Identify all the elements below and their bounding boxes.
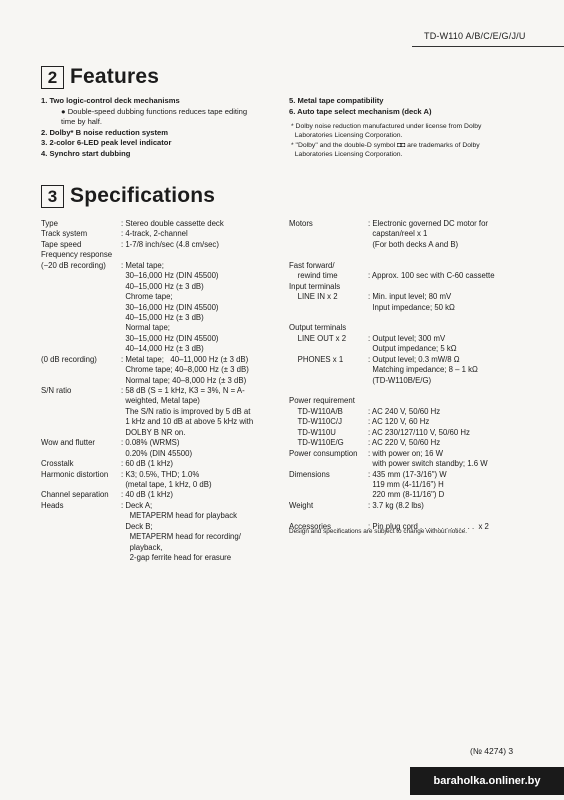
features-list-right <box>289 96 432 117</box>
spec-row <box>289 438 529 448</box>
spec-label: PHONES x 1 <box>289 354 344 364</box>
spec-value: : Min. input level; 80 mV <box>368 292 452 302</box>
spec-row <box>41 417 291 427</box>
spec-label: (−20 dB recording) <box>41 260 106 270</box>
spec-label: Harmonic distortion <box>41 469 109 479</box>
spec-value: 30–16,000 Hz (DIN 45500) <box>121 302 219 312</box>
spec-row <box>289 261 529 271</box>
spec-value: Chrome tape; <box>121 292 173 302</box>
spec-value: : Output level; 300 mV <box>368 333 446 343</box>
spec-row <box>289 376 529 386</box>
spec-row <box>289 490 529 500</box>
spec-row <box>41 407 291 417</box>
spec-value: Output impedance; 5 kΩ <box>368 344 457 354</box>
specifications-title: Specifications <box>70 184 216 207</box>
spec-label: Power consumption <box>289 448 358 458</box>
spec-value: : 4-track, 2-channel <box>121 229 188 239</box>
spec-value: : 3.7 kg (8.2 lbs) <box>368 500 424 510</box>
spec-label: LINE OUT x 2 <box>289 333 347 343</box>
spec-value: : Pin plug cord . . . . . . . . . . . . . x 2 <box>368 521 489 531</box>
feature-note: * Dolby noise reduction manufactured under license from Dolby <box>291 123 482 130</box>
spec-value: (metal tape, 1 kHz, 0 dB) <box>121 479 212 489</box>
spec-value: Deck B; <box>121 521 153 531</box>
spec-row <box>41 490 291 500</box>
spec-value: : 60 dB (1 kHz) <box>121 459 173 469</box>
spec-value: : Electronic governed DC motor for <box>368 219 489 228</box>
spec-table-left <box>41 219 291 563</box>
feature-subitem: time by half. <box>61 117 102 127</box>
spec-row <box>41 459 291 469</box>
spec-label: (0 dB recording) <box>41 354 97 364</box>
spec-value: DOLBY B NR on. <box>121 427 186 437</box>
spec-row <box>289 271 529 281</box>
spec-row <box>289 449 529 459</box>
specifications-number: 3 <box>41 185 64 208</box>
spec-value: Normal tape; <box>121 323 170 333</box>
feature-note: Laboratories Licensing Corporation. <box>291 151 403 159</box>
spec-value: : Metal tape; 40–11,000 Hz (± 3 dB) <box>121 354 249 364</box>
spec-row <box>41 376 291 386</box>
header-rule <box>412 46 564 47</box>
spec-row <box>41 553 291 563</box>
spec-row <box>289 417 529 427</box>
feature-item: 6. Auto tape select mechanism (deck A) <box>289 106 432 116</box>
spec-value: : AC 230/127/110 V, 50/60 Hz <box>368 427 470 437</box>
spec-value: 0.20% (DIN 45500) <box>121 448 193 458</box>
spec-label: Heads <box>41 500 64 510</box>
specifications-heading <box>41 184 215 208</box>
spec-value: (TD-W110B/E/G) <box>368 375 432 385</box>
spec-value: 2-gap ferrite head for erasure <box>121 553 232 562</box>
spec-value: capstan/reel x 1 <box>368 229 428 239</box>
spec-value: (For both decks A and B) <box>368 239 459 249</box>
spec-row <box>289 344 529 354</box>
spec-row <box>41 543 291 553</box>
spec-value: : 435 mm (17-3/16") W <box>368 469 447 479</box>
spec-row <box>289 365 529 375</box>
spec-row <box>289 355 529 365</box>
spec-label: LINE IN x 2 <box>289 292 338 302</box>
spec-label: TD-W110E/G <box>289 438 344 448</box>
spec-row <box>41 282 291 292</box>
spec-row <box>41 470 291 480</box>
spec-label: Frequency response <box>41 250 113 260</box>
spec-label: Wow and flutter <box>41 438 96 448</box>
spec-value: Input impedance; 50 kΩ <box>368 302 455 312</box>
spec-value: 40–15,000 Hz (± 3 dB) <box>121 281 204 291</box>
spec-row <box>41 229 291 239</box>
features-number: 2 <box>41 66 64 89</box>
spec-row <box>41 428 291 438</box>
spec-row <box>289 511 529 521</box>
features-title: Features <box>70 65 160 88</box>
spec-label: TD-W110A/B <box>289 406 343 416</box>
spec-row <box>41 292 291 302</box>
spec-value: 30–15,000 Hz (DIN 45500) <box>121 333 219 343</box>
feature-note: * "Dolby" and the double-D symbol ◘◘ are trademarks of Dolby <box>291 141 480 149</box>
features-list-left <box>41 96 247 160</box>
spec-label: rewind time <box>289 271 338 281</box>
spec-row <box>41 386 291 396</box>
features-heading <box>41 65 159 89</box>
spec-value: : Approx. 100 sec with C-60 cassette <box>368 271 495 281</box>
spec-label: Fast forward/ <box>289 260 335 270</box>
spec-row <box>289 428 529 438</box>
spec-label: Track system <box>41 229 88 239</box>
spec-row <box>289 396 529 406</box>
spec-value: : Output level; 0.3 mW/8 Ω <box>368 354 460 364</box>
features-notes <box>291 122 481 160</box>
spec-row <box>41 303 291 313</box>
spec-label: Output terminals <box>289 323 347 333</box>
spec-row <box>41 438 291 448</box>
spec-value: : 58 dB (S = 1 kHz, K3 = 3%, N = A- <box>121 386 245 395</box>
spec-label: Input terminals <box>289 281 341 291</box>
feature-item: 4. Synchro start dubbing <box>41 148 131 158</box>
spec-row <box>289 240 529 250</box>
spec-label: S/N ratio <box>41 386 72 395</box>
spec-row <box>41 250 291 260</box>
spec-value: weighted, Metal tape) <box>121 396 200 406</box>
spec-row <box>41 261 291 271</box>
watermark: baraholka.onliner.by <box>410 767 564 795</box>
spec-value: : 1-7/8 inch/sec (4.8 cm/sec) <box>121 239 219 249</box>
spec-value: 40–15,000 Hz (± 3 dB) <box>121 312 204 322</box>
feature-note: Laboratories Licensing Corporation. <box>291 132 403 140</box>
feature-subitem: ● Double-speed dubbing functions reduces tape editing <box>61 106 248 116</box>
spec-row <box>289 334 529 344</box>
spec-row <box>41 396 291 406</box>
spec-row <box>41 240 291 250</box>
spec-value: 40–14,000 Hz (± 3 dB) <box>121 344 204 354</box>
spec-label: Crosstalk <box>41 459 74 469</box>
feature-item: 1. Two logic-control deck mechanisms <box>41 96 180 105</box>
spec-row <box>41 334 291 344</box>
spec-row <box>289 250 529 260</box>
spec-label: Tape speed <box>41 239 82 249</box>
spec-row <box>289 303 529 313</box>
spec-label: Accessories <box>289 521 332 531</box>
feature-item: 3. 2-color 6-LED peak level indicator <box>41 138 172 148</box>
spec-label: Power requirement <box>289 396 355 406</box>
spec-row <box>289 407 529 417</box>
spec-label: Dimensions <box>289 469 330 479</box>
spec-row <box>41 219 291 229</box>
spec-row <box>289 313 529 323</box>
spec-value: METAPERM head for recording/ <box>121 532 241 542</box>
spec-label: Motors <box>289 219 313 228</box>
spec-row <box>41 313 291 323</box>
spec-row <box>289 459 529 469</box>
spec-label: TD-W110U <box>289 427 336 437</box>
spec-value: The S/N ratio is improved by 5 dB at <box>121 406 251 416</box>
spec-row <box>41 522 291 532</box>
spec-value: : AC 220 V, 50/60 Hz <box>368 438 441 448</box>
spec-row <box>41 449 291 459</box>
feature-item: 5. Metal tape compatibility <box>289 96 384 105</box>
spec-value: : 40 dB (1 kHz) <box>121 490 173 500</box>
spec-row <box>289 480 529 490</box>
spec-value: : with power on; 16 W <box>368 448 443 458</box>
spec-value: : 0.08% (WRMS) <box>121 438 180 448</box>
spec-value: Matching impedance; 8 – 1 kΩ <box>368 365 478 375</box>
spec-row <box>41 480 291 490</box>
spec-row <box>289 501 529 511</box>
spec-row <box>41 344 291 354</box>
spec-row <box>41 365 291 375</box>
spec-row <box>41 501 291 511</box>
spec-row <box>41 532 291 542</box>
spec-row <box>289 323 529 333</box>
spec-row <box>41 323 291 333</box>
spec-value: 220 mm (8-11/16") D <box>368 490 445 500</box>
spec-row <box>41 271 291 281</box>
spec-value: : Metal tape; <box>121 260 164 270</box>
spec-row <box>41 355 291 365</box>
spec-value: METAPERM head for playback <box>121 511 237 521</box>
spec-row <box>289 292 529 302</box>
spec-table-right <box>289 219 529 532</box>
model-number: TD-W110 A/B/C/E/G/J/U <box>424 31 526 41</box>
spec-value: playback, <box>121 542 163 552</box>
page-number: (№ 4274) 3 <box>470 746 514 756</box>
spec-value: : K3; 0.5%, THD; 1.0% <box>121 469 200 479</box>
spec-value: Chrome tape; 40–8,000 Hz (± 3 dB) <box>121 365 249 375</box>
spec-row <box>289 219 529 229</box>
spec-label: Type <box>41 219 58 228</box>
spec-value: : AC 240 V, 50/60 Hz <box>368 406 441 416</box>
spec-value: 1 kHz and 10 dB at above 5 kHz with <box>121 417 254 427</box>
disclaimer: Design and specifications are subject to change without notice. <box>289 528 467 535</box>
spec-value: 30–16,000 Hz (DIN 45500) <box>121 271 219 281</box>
spec-value: Normal tape; 40–8,000 Hz (± 3 dB) <box>121 375 247 385</box>
spec-row <box>41 511 291 521</box>
spec-value: with power switch standby; 1.6 W <box>368 459 488 469</box>
spec-label: Channel separation <box>41 490 109 500</box>
spec-row <box>289 229 529 239</box>
spec-label: TD-W110C/J <box>289 417 342 427</box>
spec-row <box>289 282 529 292</box>
spec-value: : AC 120 V, 60 Hz <box>368 417 430 427</box>
feature-item: 2. Dolby* B noise reduction system <box>41 127 169 137</box>
spec-value: : Stereo double cassette deck <box>121 219 224 228</box>
spec-value: 119 mm (4-11/16") H <box>368 479 444 489</box>
spec-row <box>289 386 529 396</box>
spec-row <box>289 470 529 480</box>
spec-value: : Deck A; <box>121 500 153 510</box>
spec-label: Weight <box>289 500 314 510</box>
